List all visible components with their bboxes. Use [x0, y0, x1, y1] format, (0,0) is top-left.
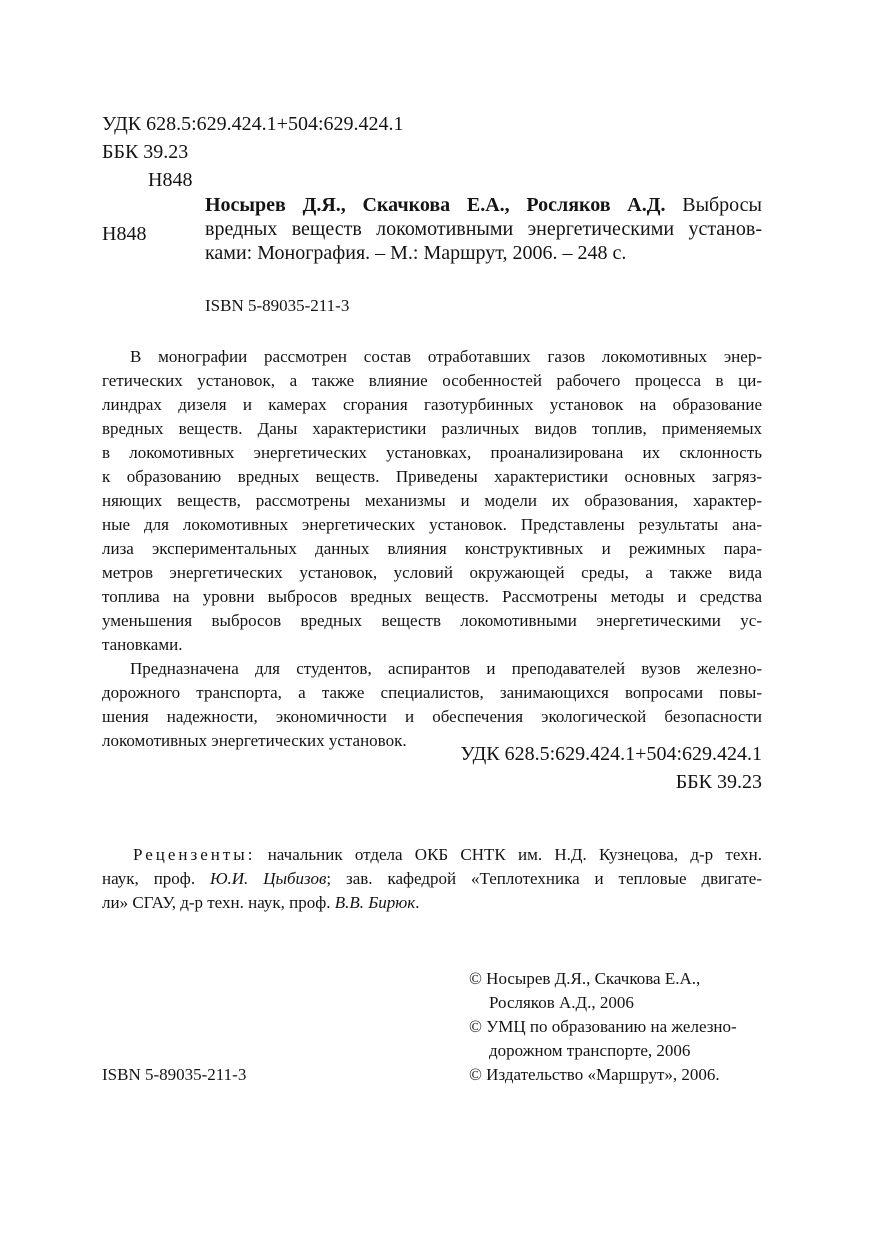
reviewers-line-3 — [102, 893, 762, 917]
reviewer-2-name: В.В. Бирюк — [334, 893, 416, 912]
catalog-line-1 — [205, 193, 762, 217]
title-start: Выбросы — [665, 194, 762, 216]
annotation-line: топлива на уровни выбросов вредных веществ. Рассмотрены методы и средства — [102, 587, 762, 606]
annotation-line: метров энергетических установок, условий окружающей среды, а также вида — [102, 563, 762, 582]
bbk-header: ББК 39.23 — [102, 141, 189, 163]
annotation-line: линдрах дизеля и камерах сгорания газотурбинных установок на образование — [102, 395, 762, 414]
annotation-line: шения надежности, экономичности и обеспечения экологической безопасности — [102, 707, 762, 726]
catalog-entry — [205, 193, 762, 265]
catalog-line-2: вредных веществ локомотивными энергетическими установ- — [205, 218, 762, 240]
copyright-umc: © УМЦ по образованию на железно- — [469, 1017, 737, 1036]
isbn-bottom: ISBN 5-89035-211-3 — [102, 1065, 247, 1084]
reviewers — [133, 845, 762, 869]
annotation — [102, 347, 762, 755]
annotation-line: тановками. — [102, 635, 183, 654]
udk-header: УДК 628.5:629.424.1+504:629.424.1 — [102, 113, 404, 135]
udk-classification: УДК 628.5:629.424.1+504:629.424.1 — [460, 743, 762, 765]
annotation-line: ные для локомотивных энергетических установок. Представлены результаты ана- — [102, 515, 762, 534]
annotation-line: дорожного транспорта, а также специалистов, занимающихся вопросами повы- — [102, 683, 762, 702]
annotation-line: В монографии рассмотрен состав отработавших газов локомотивных энер- — [130, 347, 762, 366]
reviewer-2-position: ; зав. кафедрой «Теплотехника и тепловые двигате- — [326, 869, 762, 888]
reviewers-continued — [102, 869, 762, 917]
annotation-line: локомотивных энергетических установок. — [102, 731, 407, 750]
copyright-authors-cont: Росляков А.Д., 2006 — [489, 993, 634, 1012]
reviewer-1-name: Ю.И. Цыбизов — [209, 869, 327, 888]
annotation-line: к образованию вредных веществ. Приведены характеристики основных загряз- — [102, 467, 762, 486]
copyright-authors: © Носырев Д.Я., Скачкова Е.А., — [469, 969, 701, 988]
author-mark: Н848 — [148, 169, 193, 191]
copyright-block — [469, 969, 764, 1089]
copyright-umc-cont: дорожном транспорте, 2006 — [489, 1041, 691, 1060]
side-mark: Н848 — [102, 223, 147, 245]
annotation-line: Предназначена для студентов, аспирантов и преподавателей вузов железно- — [130, 659, 762, 678]
reviewer-1-position: начальник отдела ОКБ СНТК им. Н.Д. Кузнецова, д-р техн. — [255, 845, 762, 864]
authors: Носырев Д.Я., Скачкова Е.А., Росляков А.Д. — [205, 194, 666, 216]
classification — [300, 742, 762, 794]
annotation-line: лиза экспериментальных данных влияния конструктивных и режимных пара- — [102, 539, 762, 558]
bbk-classification: ББК 39.23 — [675, 771, 762, 793]
annotation-line: в локомотивных энергетических установках, проанализирована их склонность — [102, 443, 762, 462]
annotation-line: уменьшения выбросов вредных веществ локомотивными энергетическими ус- — [102, 611, 762, 630]
reviewers-line-2 — [102, 869, 762, 893]
reviewers-label: Рецензенты: — [133, 845, 256, 864]
annotation-line: няющих веществ, рассмотрены механизмы и модели их образования, характер- — [102, 491, 762, 510]
reviewers-line-1 — [133, 845, 762, 869]
reviewer-2-degree: ли» СГАУ, д-р техн. наук, проф. — [102, 893, 335, 912]
isbn-catalog: ISBN 5-89035-211-3 — [205, 296, 350, 315]
reviewers-end: . — [415, 893, 420, 912]
copyright-publisher: © Издательство «Маршрут», 2006. — [469, 1065, 720, 1084]
catalog-line-3: ками: Монография. – М.: Маршрут, 2006. – 248 с. — [205, 242, 627, 264]
reviewer-1-degree: наук, проф. — [102, 869, 210, 888]
annotation-line: вредных веществ. Даны характеристики различных видов топлив, применяемых — [102, 419, 762, 438]
annotation-line: гетических установок, а также влияние особенностей рабочего процесса в ци- — [102, 371, 762, 390]
